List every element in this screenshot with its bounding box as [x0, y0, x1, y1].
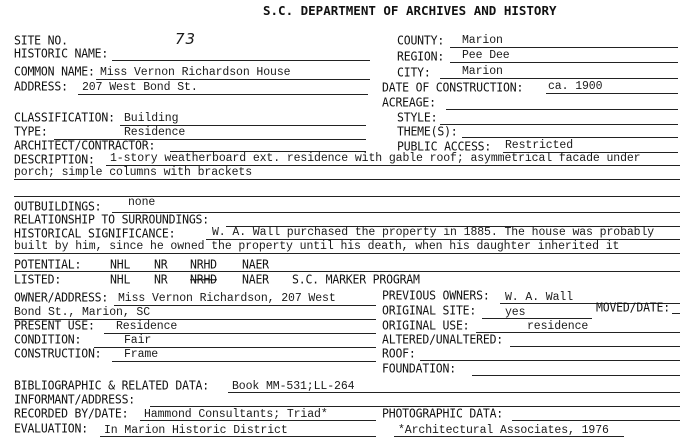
bibliographic-label: BIBLIOGRAPHIC & RELATED DATA:: [14, 377, 209, 393]
themes-line: [462, 137, 678, 138]
site-no-value: 73: [175, 30, 197, 48]
common-name-label: COMMON NAME:: [14, 63, 95, 79]
acreage-label: ACREAGE:: [382, 94, 436, 110]
county-label: COUNTY:: [397, 32, 445, 48]
outbuildings-label: OUTBUILDINGS:: [14, 198, 102, 214]
moved-date-label: MOVED/DATE:: [596, 299, 670, 315]
bibliographic-line: [228, 392, 680, 393]
footnote: *Architectural Associates, 1976: [398, 424, 609, 437]
owner-line-1: Miss Vernon Richardson, 207 West: [118, 292, 336, 305]
site-no-label: SITE NO.: [14, 32, 68, 48]
moved-date-line: [672, 313, 680, 314]
potential-label: POTENTIAL:: [14, 256, 82, 272]
city-value: Marion: [462, 65, 503, 78]
significance-rule-2: [14, 253, 680, 254]
construction-line: [112, 361, 376, 362]
footnote-line: [394, 436, 624, 437]
roof-label: ROOF:: [382, 345, 416, 361]
potential-nrhd: NRHD: [190, 256, 217, 272]
previous-owners-value: W. A. Wall: [505, 291, 574, 304]
address-label: ADDRESS:: [14, 78, 68, 94]
listed-marker-program: S.C. MARKER PROGRAM: [292, 271, 420, 287]
listed-nrhd: NRHD: [190, 271, 217, 287]
bibliographic-value: Book MM-531;LL-264: [232, 380, 355, 393]
informant-label: INFORMANT/ADDRESS:: [14, 391, 136, 407]
altered-line: [510, 346, 680, 347]
county-line: [450, 47, 678, 48]
acreage-line: [446, 109, 678, 110]
original-site-line: [482, 318, 592, 319]
description-line-1: 1-story weatherboard ext. residence with gable roof; asymmetrical facade under: [110, 152, 641, 165]
listed-label: LISTED:: [14, 271, 62, 287]
potential-nhl: NHL: [110, 256, 131, 272]
city-line: [440, 78, 678, 79]
address-value: 207 West Bond St.: [82, 81, 198, 94]
description-label: DESCRIPTION:: [14, 151, 95, 167]
city-label: CITY:: [397, 64, 431, 80]
date-construction-label: DATE OF CONSTRUCTION:: [382, 79, 524, 95]
evaluation-value: In Marion Historic District: [104, 424, 288, 437]
region-label: REGION:: [397, 48, 445, 64]
previous-owners-label: PREVIOUS OWNERS:: [382, 287, 490, 303]
historic-name-line: [112, 60, 370, 61]
style-label: STYLE:: [397, 109, 438, 125]
construction-label: CONSTRUCTION:: [14, 345, 102, 361]
description-line-2: porch; simple columns with brackets: [14, 166, 253, 179]
construction-value: Frame: [124, 348, 159, 361]
significance-line-2: built by him, since he owned the property until his death, when his daughter inherited it: [14, 240, 620, 253]
type-label: TYPE:: [14, 123, 48, 139]
listed-nhl: NHL: [110, 271, 131, 287]
present-use-value: Residence: [116, 320, 178, 333]
outbuildings-value: none: [128, 196, 156, 209]
type-value: Residence: [124, 126, 186, 139]
common-name-line: [96, 79, 370, 80]
condition-value: Fair: [124, 334, 152, 347]
public-access-value: Restricted: [505, 139, 574, 152]
region-value: Pee Dee: [462, 49, 510, 62]
public-access-label: PUBLIC ACCESS:: [397, 138, 492, 154]
foundation-line: [472, 375, 680, 376]
photographic-line: [512, 420, 680, 421]
owner-label: OWNER/ADDRESS:: [14, 289, 109, 305]
architect-label: ARCHITECT/CONTRACTOR:: [14, 137, 156, 153]
owner-rule-1: [114, 305, 376, 306]
original-site-value: yes: [505, 306, 526, 319]
region-line: [450, 62, 678, 63]
evaluation-label: EVALUATION:: [14, 420, 88, 436]
common-name-value: Miss Vernon Richardson House: [100, 66, 291, 79]
potential-nr: NR: [154, 256, 168, 272]
county-value: Marion: [462, 34, 503, 47]
recorded-by-label: RECORDED BY/DATE:: [14, 405, 129, 421]
original-use-value: residence: [527, 320, 589, 333]
original-use-line: [476, 332, 680, 333]
condition-label: CONDITION:: [14, 331, 82, 347]
foundation-label: FOUNDATION:: [382, 360, 456, 376]
classification-value: Building: [124, 112, 179, 125]
original-use-label: ORIGINAL USE:: [382, 317, 470, 333]
date-construction-line: [546, 93, 678, 94]
relationship-label: RELATIONSHIP TO SURROUNDINGS:: [14, 211, 209, 227]
themes-label: THEME(S):: [397, 123, 458, 139]
potential-naer: NAER: [242, 256, 269, 272]
recorded-by-line: [140, 420, 376, 421]
listed-nr: NR: [154, 271, 168, 287]
significance-line-1: W. A. Wall purchased the property in 1885. The house was probably: [212, 226, 655, 239]
style-line: [440, 124, 678, 125]
form-header: S.C. DEPARTMENT OF ARCHIVES AND HISTORY: [263, 3, 557, 18]
original-site-label: ORIGINAL SITE:: [382, 302, 477, 318]
owner-line-2: Bond St., Marion, SC: [14, 306, 151, 319]
evaluation-line: [100, 436, 376, 437]
description-rule-2: [14, 179, 680, 180]
altered-label: ALTERED/UNALTERED:: [382, 331, 504, 347]
historic-name-label: HISTORIC NAME:: [14, 45, 109, 61]
listed-naer: NAER: [242, 271, 269, 287]
address-line: [78, 94, 368, 95]
recorded-by-value: Hammond Consultants; Triad*: [144, 408, 328, 421]
blank-rule: [14, 196, 680, 197]
classification-label: CLASSIFICATION:: [14, 109, 115, 125]
present-use-label: PRESENT USE:: [14, 317, 95, 333]
significance-label: HISTORICAL SIGNIFICANCE:: [14, 225, 176, 241]
photographic-label: PHOTOGRAPHIC DATA:: [382, 405, 504, 421]
date-construction-value: ca. 1900: [548, 80, 603, 93]
roof-line: [420, 360, 680, 361]
